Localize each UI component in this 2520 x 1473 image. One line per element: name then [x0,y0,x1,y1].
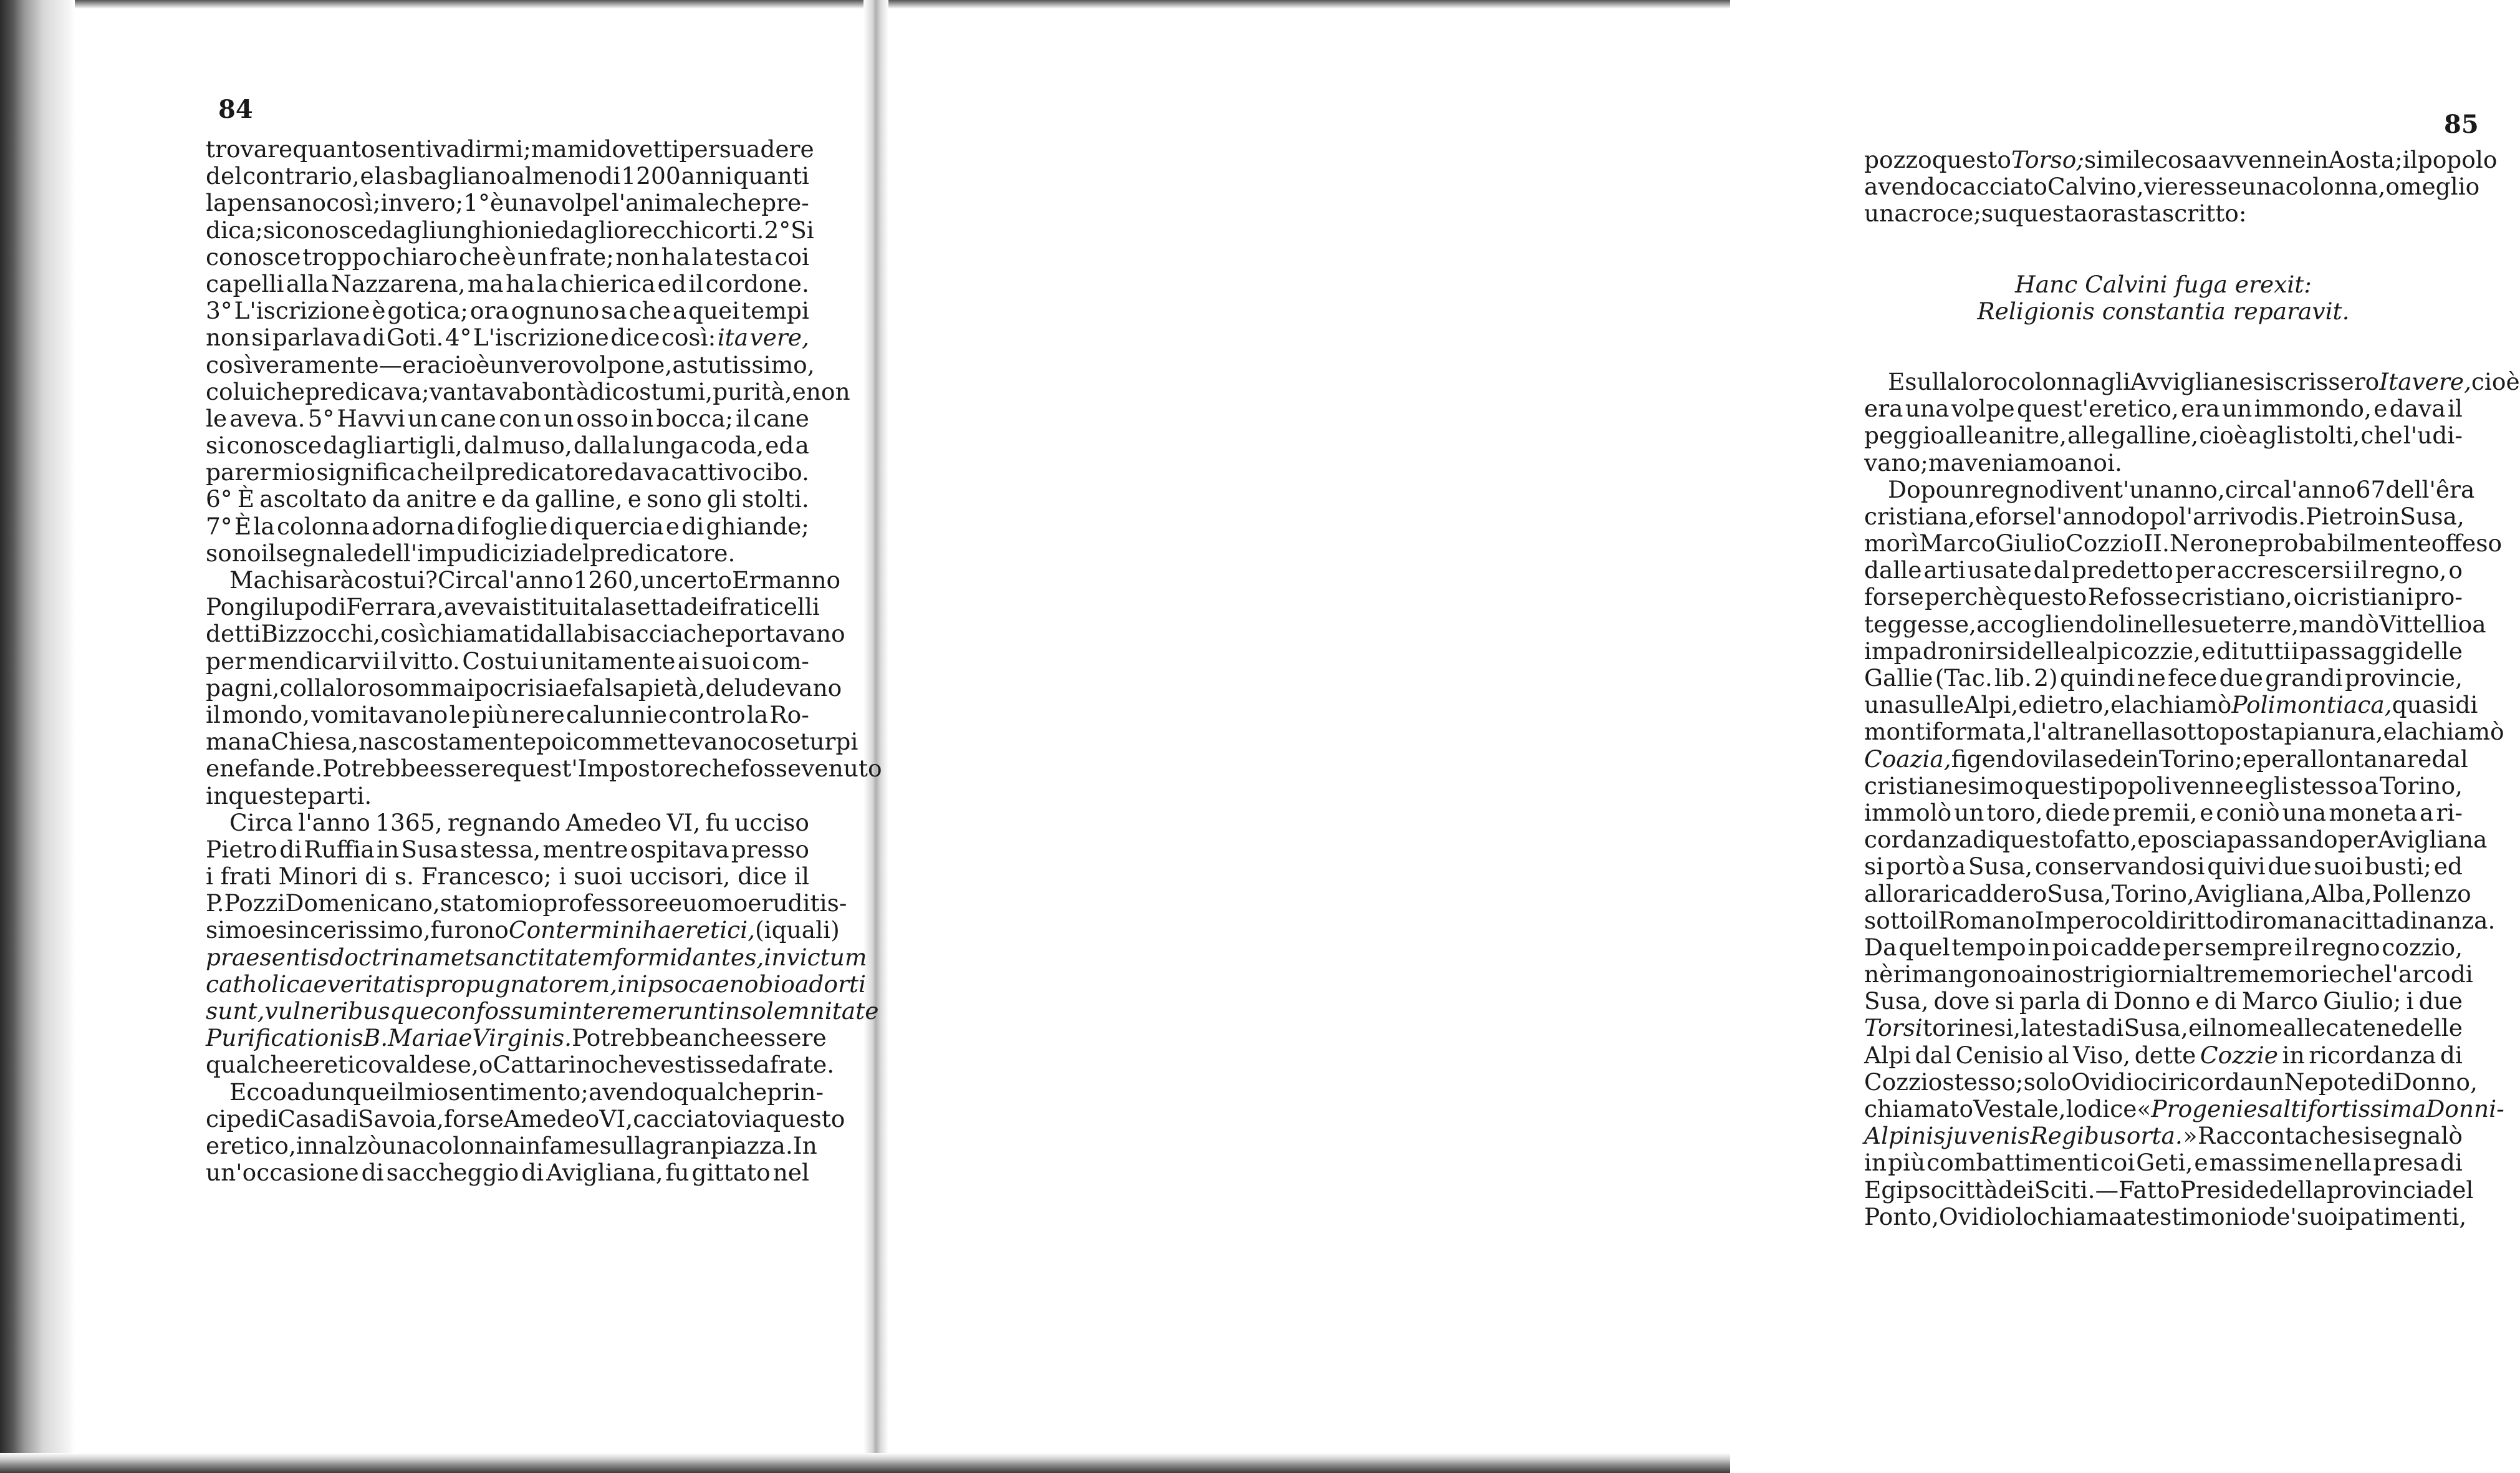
text-line: Gallie (Tac. lib. 2) quindi ne fece due grandi provincie, [1864,664,2463,692]
left-page [0,0,882,1473]
text-line: una sulle Alpi, e dietro, e la chiamò Polimontiaca, quasi di [1864,691,2478,719]
text-line: si conosce dagli artigli, dal muso, dalla lunga coda, ed a [206,432,809,460]
text-line: vano; ma veniamo a noi. [1864,448,2122,476]
text-line: sunt, vulneribusque confossum interemerunt in solemnitate [206,997,879,1025]
text-line: cipe di Casa di Savoia, forse Amedeo VI, cacciato via questo [206,1104,845,1133]
text-line: non si parlava di Goti. 4° L'iscrizione dice così: ita vere, [206,324,809,352]
text-line: qualche eretico valdese, o Cattarino che vestisse da frate. [206,1051,835,1079]
text-line: nè rimangono ai nostri giorni altre memorie che l'arco di [1864,960,2473,988]
text-line: si portò a Susa, conservandosi quivi due suoi busti; ed [1864,852,2463,881]
text-line: 6° È ascoltato da anitre e da galline, e sono gli stolti. [206,485,809,513]
text-line: il mondo, vomitavano le più nere calunnie contro la Ro- [206,700,809,728]
text-line: Ponto, Ovidio lo chiama a testimonio de' suoi patimenti, [1864,1202,2467,1230]
page-number-left: 84 [218,95,253,124]
text-line: 3° L'iscrizione è gotica; ora ognuno sa che a quei tempi [206,297,809,325]
quote-line: Religionis constantia reparavit. [1977,297,2350,325]
spacer [1864,228,2463,271]
right-text-before-quote [1864,146,2498,228]
text-line: sono il segnale dell'impudicizia del predicatore. [206,539,736,567]
text-line: in più combattimenti coi Geti, e massime nella presa di [1864,1149,2463,1177]
page-number-right: 85 [2444,110,2479,139]
text-line: pagni, colla loro somma ipocrisia e falsa pietà, deludevano [206,674,842,702]
text-line: dalle arti usate dal predetto per accrescersi il regno, o [1864,556,2463,584]
text-line: cordanza di questo fatto, e poscia passando per Avigliana [1864,826,2488,854]
right-text-after-quote [1864,367,2520,1230]
text-line: P. Pozzi Domenicano, stato mio professore e uomo eruditis- [206,889,847,917]
text-line: sotto il Romano Impero col diritto di romana cittadinanza. [1864,906,2496,934]
text-line: Torsi torinesi, la testa di Susa, e il nome alle catene delle [1864,1014,2463,1042]
text-line: impadronirsi delle alpi cozzie, e di tutti i passaggi delle [1864,637,2463,665]
text-line: dica; si conosce dagli unghioni e dagli orecchi corti. 2° Si [206,216,814,244]
text-line: cristianesimo questi popoli venne egli stesso a Torino, [1864,771,2463,799]
text-line: pozzo questo Torso; simile cosa avvenne in Aosta; il popolo [1864,146,2498,173]
right-page-text [1864,146,2520,1230]
text-line: una croce; su questa ora sta scritto: [1864,200,2247,228]
text-line: le aveva. 5° Havvi un cane con un osso in bocca; il cane [206,404,809,432]
text-line: eretico, innalzò una colonna infame sulla gran piazza. In [206,1131,817,1159]
text-line: Da quel tempo in poi cadde per sempre il regno cozzio, [1864,933,2463,961]
text-line: E sulla loro colonna gli Avviglianesi scrissero Itavere, cioè [1888,367,2520,395]
text-line: praesentis doctrinam et sanctitatem formidantes, invictum [206,943,867,971]
text-line: parer mio significa che il predicatore dava cattivo cibo. [206,458,809,486]
text-line: Circa l'anno 1365, regnando Amedeo VI, fu ucciso [229,808,809,836]
text-line: Susa, dove si parla di Donno e di Marco Giulio; i due [1864,987,2463,1015]
spacer [1864,325,2463,369]
text-line: Ma chi sarà costui? Circa l'anno 1260, un certo Ermanno [229,566,841,594]
text-line: la pensano così; in vero; 1° è una volpe l'animale che pre- [206,189,809,217]
text-line: chiamato Vestale, lo dice « Progenies alti fortissima Donni- [1864,1095,2504,1123]
text-line: Ecco adunque il mio sentimento; avendo qualche prin- [229,1078,824,1106]
text-line: mana Chiesa, nascostamente poi commettevano cose turpi [206,728,858,756]
left-page-text [206,135,882,1187]
text-line: così veramente — era cioè un vero volpone, astutissimo, [206,350,815,379]
text-line: morì Marco Giulio Cozzio II. Nerone probabilmente offeso [1864,529,2503,558]
text-line: Coazia, figendovi la sede in Torino; e per allontanare dal [1864,745,2468,773]
text-line: per mendicarvi il vitto. Costui unitamente ai suoi com- [206,647,809,675]
text-line: Alpi dal Cenisio al Viso, dette Cozzie in ricordanza di [1864,1041,2463,1069]
text-line: teggesse, accogliendoli nelle sue terre, mandò Vittellio a [1864,610,2486,638]
text-line: capelli alla Nazzarena, ma ha la chierica ed il cordone. [206,269,809,297]
text-line: un'occasione di saccheggio di Avigliana, fu gittato nel [206,1159,809,1187]
book-gutter [863,0,888,1473]
text-line: del contrario, e la sbagliano almeno di 1200 anni quanti [206,162,809,190]
text-line: Dopo un regno di vent'un anno, circa l'anno 67 dell'êra [1888,475,2475,503]
text-line: forse perchè questo Re fosse cristiano, o i cristiani pro- [1864,583,2463,611]
text-line: detti Bizzocchi, così chiamati dalla bisaccia che portavano [206,620,845,648]
text-line: era una volpe quest'eretico, era un immondo, e dava il [1864,395,2463,423]
text-line: simo e sincerissimo, furono Contermini haeretici, (i quali) [206,916,840,944]
text-line: in queste parti. [206,781,372,809]
text-line: trovare quanto sentiva dirmi; ma mi dovetti persuadere [206,135,814,163]
text-line: 7° È la colonna adorna di foglie di quercia e di ghiande; [206,512,809,540]
text-line: cristiana, e forse l'anno dopo l'arrivo di s. Pietro in Susa, [1864,502,2465,530]
text-line: avendo cacciato Calvino, vi eresse una colonna, o meglio [1864,173,2480,201]
text-line: colui che predicava; vantava bontà di costumi, purità, e non [206,377,850,405]
text-line: conosce troppo chiaro che è un frate; non ha la testa coi [206,243,809,271]
text-line: immolò un toro, diede premii, e coniò una moneta a ri- [1864,798,2463,826]
right-page [885,0,2520,1473]
text-line: Purificationis B. Mariae Virginis. Potrebbe anche essere [206,1024,827,1052]
text-line: e nefande. Potrebbe essere quest'Impostore che fosse venuto [206,755,882,783]
text-line: allora ricaddero Susa, Torino, Avigliana, Alba, Pollenzo [1864,879,2471,907]
text-line: i frati Minori di s. Francesco; i suoi uccisori, dice il [206,862,809,891]
quote-line: Hanc Calvini fuga erexit: [2015,270,2312,298]
text-line: Egipso città dei Sciti. — Fatto Preside della provincia del [1864,1176,2474,1204]
text-line: Pietro di Ruffia in Susa stessa, mentre ospitava presso [206,835,809,863]
text-line: Pongilupo di Ferrara, aveva istituita la setta dei fraticelli [206,593,820,621]
text-line: Alpinis juvenis Regibus orta. » Racconta che si segnalò [1864,1122,2463,1150]
text-line: monti formata, l'altra nella sottoposta pianura, e la chiamò [1864,718,2504,746]
text-line: peggio alle anitre, alle galline, cioè agli stolti, che l'udi- [1864,422,2463,450]
inscription-quote [1864,271,2463,325]
text-line: Cozzio stesso; solo Ovidio ci ricorda un Nepote di Donno, [1864,1068,2478,1096]
text-line: catholicae veritatis propugnatorem, in ipso caenobio adorti [206,970,866,998]
